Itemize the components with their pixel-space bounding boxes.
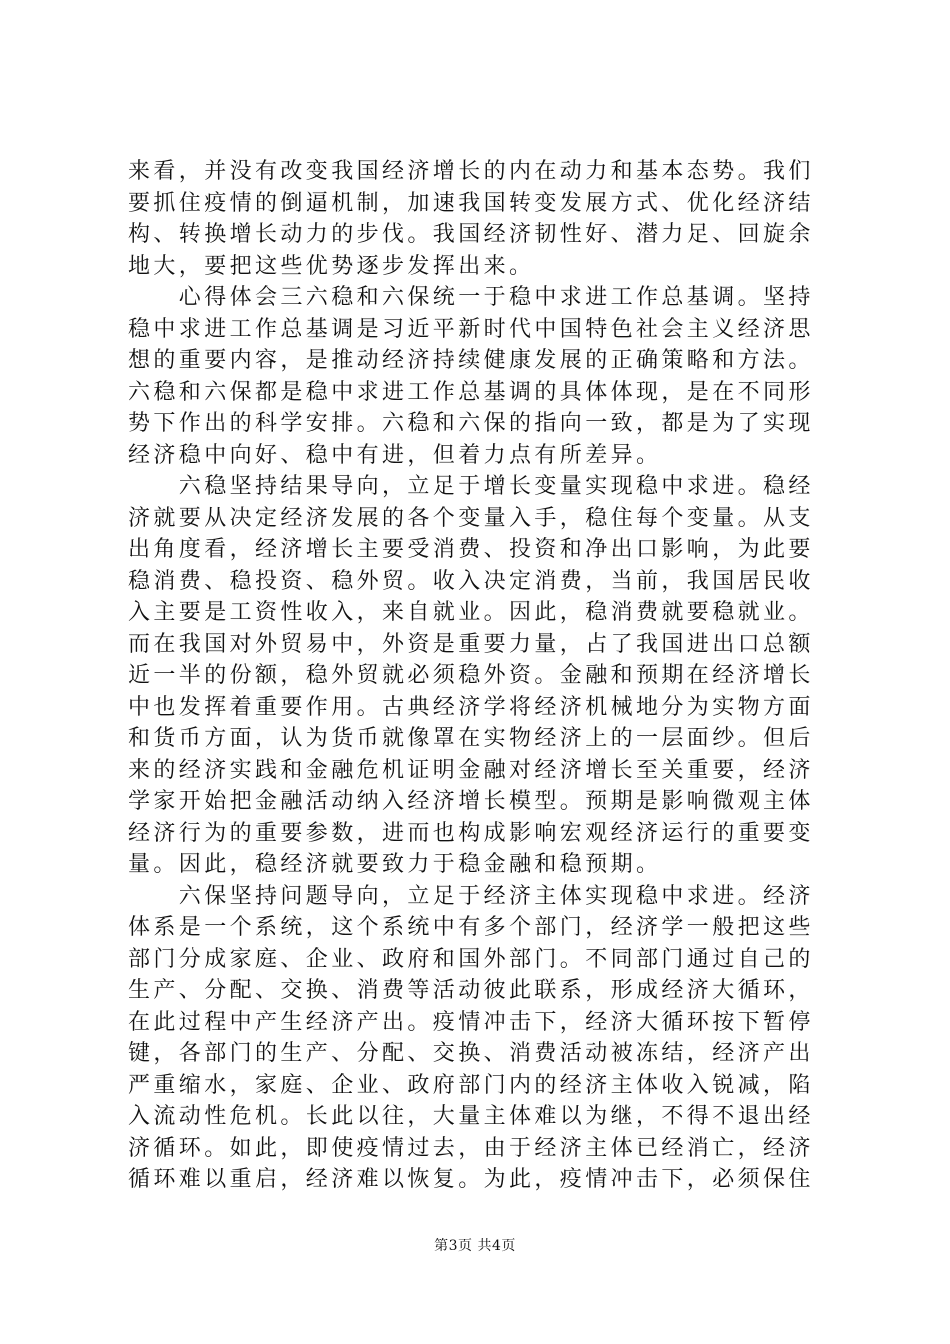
paragraph-six-stabilities: 六稳坚持结果导向，立足于增长变量实现稳中求进。稳经 济就要从决定经济发展的各个变量入手，稳住每个变量。从支 出角度看，经济增长主要受消费、投资和净出口影响，为此要 稳消费、稳投资、稳外贸。收入决定消费，当前，我国居民收 入主要是工资性收入，来自就业。因此，稳消费就要稳就业。 而在我国对外贸易中，外资是重要力量，占了我国进出口总额 近一半的份额，稳外贸就必须稳外资。金融和预期在经济增长 中也发挥着重要作用。古典经济学将经济机械地分为实物方面 和货币方面，认为货币就像罩在实物经济上的一层面纱。但后 来的经济实践和金融危机证明金融对经济增长至关重要，经济 学家开始把金融活动纳入经济增长模型。预期是影响微观主体 经济行为的重要参数，进而也构成影响宏观经济运行的重要变 量。因此，稳经济就要致力于稳金融和稳预期。 xyxy=(128,474,814,877)
paragraph-continuation: 来看，并没有改变我国经济增长的内在动力和基本态势。我们 要抓住疫情的倒逼机制，加速我国转变发展方式、优化经济结 构、转换增长动力的步伐。我国经济韧性好、潜力足、回旋余 地大，要把这些优势逐步发挥出来。 xyxy=(128,159,814,279)
page-footer: 第3页 共4页 xyxy=(434,1238,516,1254)
paragraph-six-guarantees: 六保坚持问题导向，立足于经济主体实现稳中求进。经济 体系是一个系统，这个系统中有多个部门，经济学一般把这些 部门分成家庭、企业、政府和国外部门。不同部门通过自己的 生产、分配、交换、消费等活动彼此联系，形成经济大循环， 在此过程中产生经济产出。疫情冲击下，经济大循环按下暂停 键，各部门的生产、分配、交换、消费活动被冻结，经济产出 严重缩水，家庭、企业、政府部门内的经济主体收入锐减，陷 入流动性危机。长此以往，大量主体难以为继，不得不退出经 济循环。如此，即使疫情过去，由于经济主体已经消亡，经济 循环难以重启，经济难以恢复。为此，疫情冲击下，必须保住 xyxy=(128,883,814,1192)
paragraph-experience-three: 心得体会三六稳和六保统一于稳中求进工作总基调。坚持 稳中求进工作总基调是习近平新时代中国特色社会主义经济思 想的重要内容，是推动经济持续健康发展的正确策略和方法。 六稳和六保都是稳中求进工作总基调的具体体现，是在不同形 势下作出的科学安排。六稳和六保的指向一致，都是为了实现 经济稳中向好、稳中有进，但着力点有所差异。 xyxy=(128,285,814,468)
document-body xyxy=(128,156,828,1196)
